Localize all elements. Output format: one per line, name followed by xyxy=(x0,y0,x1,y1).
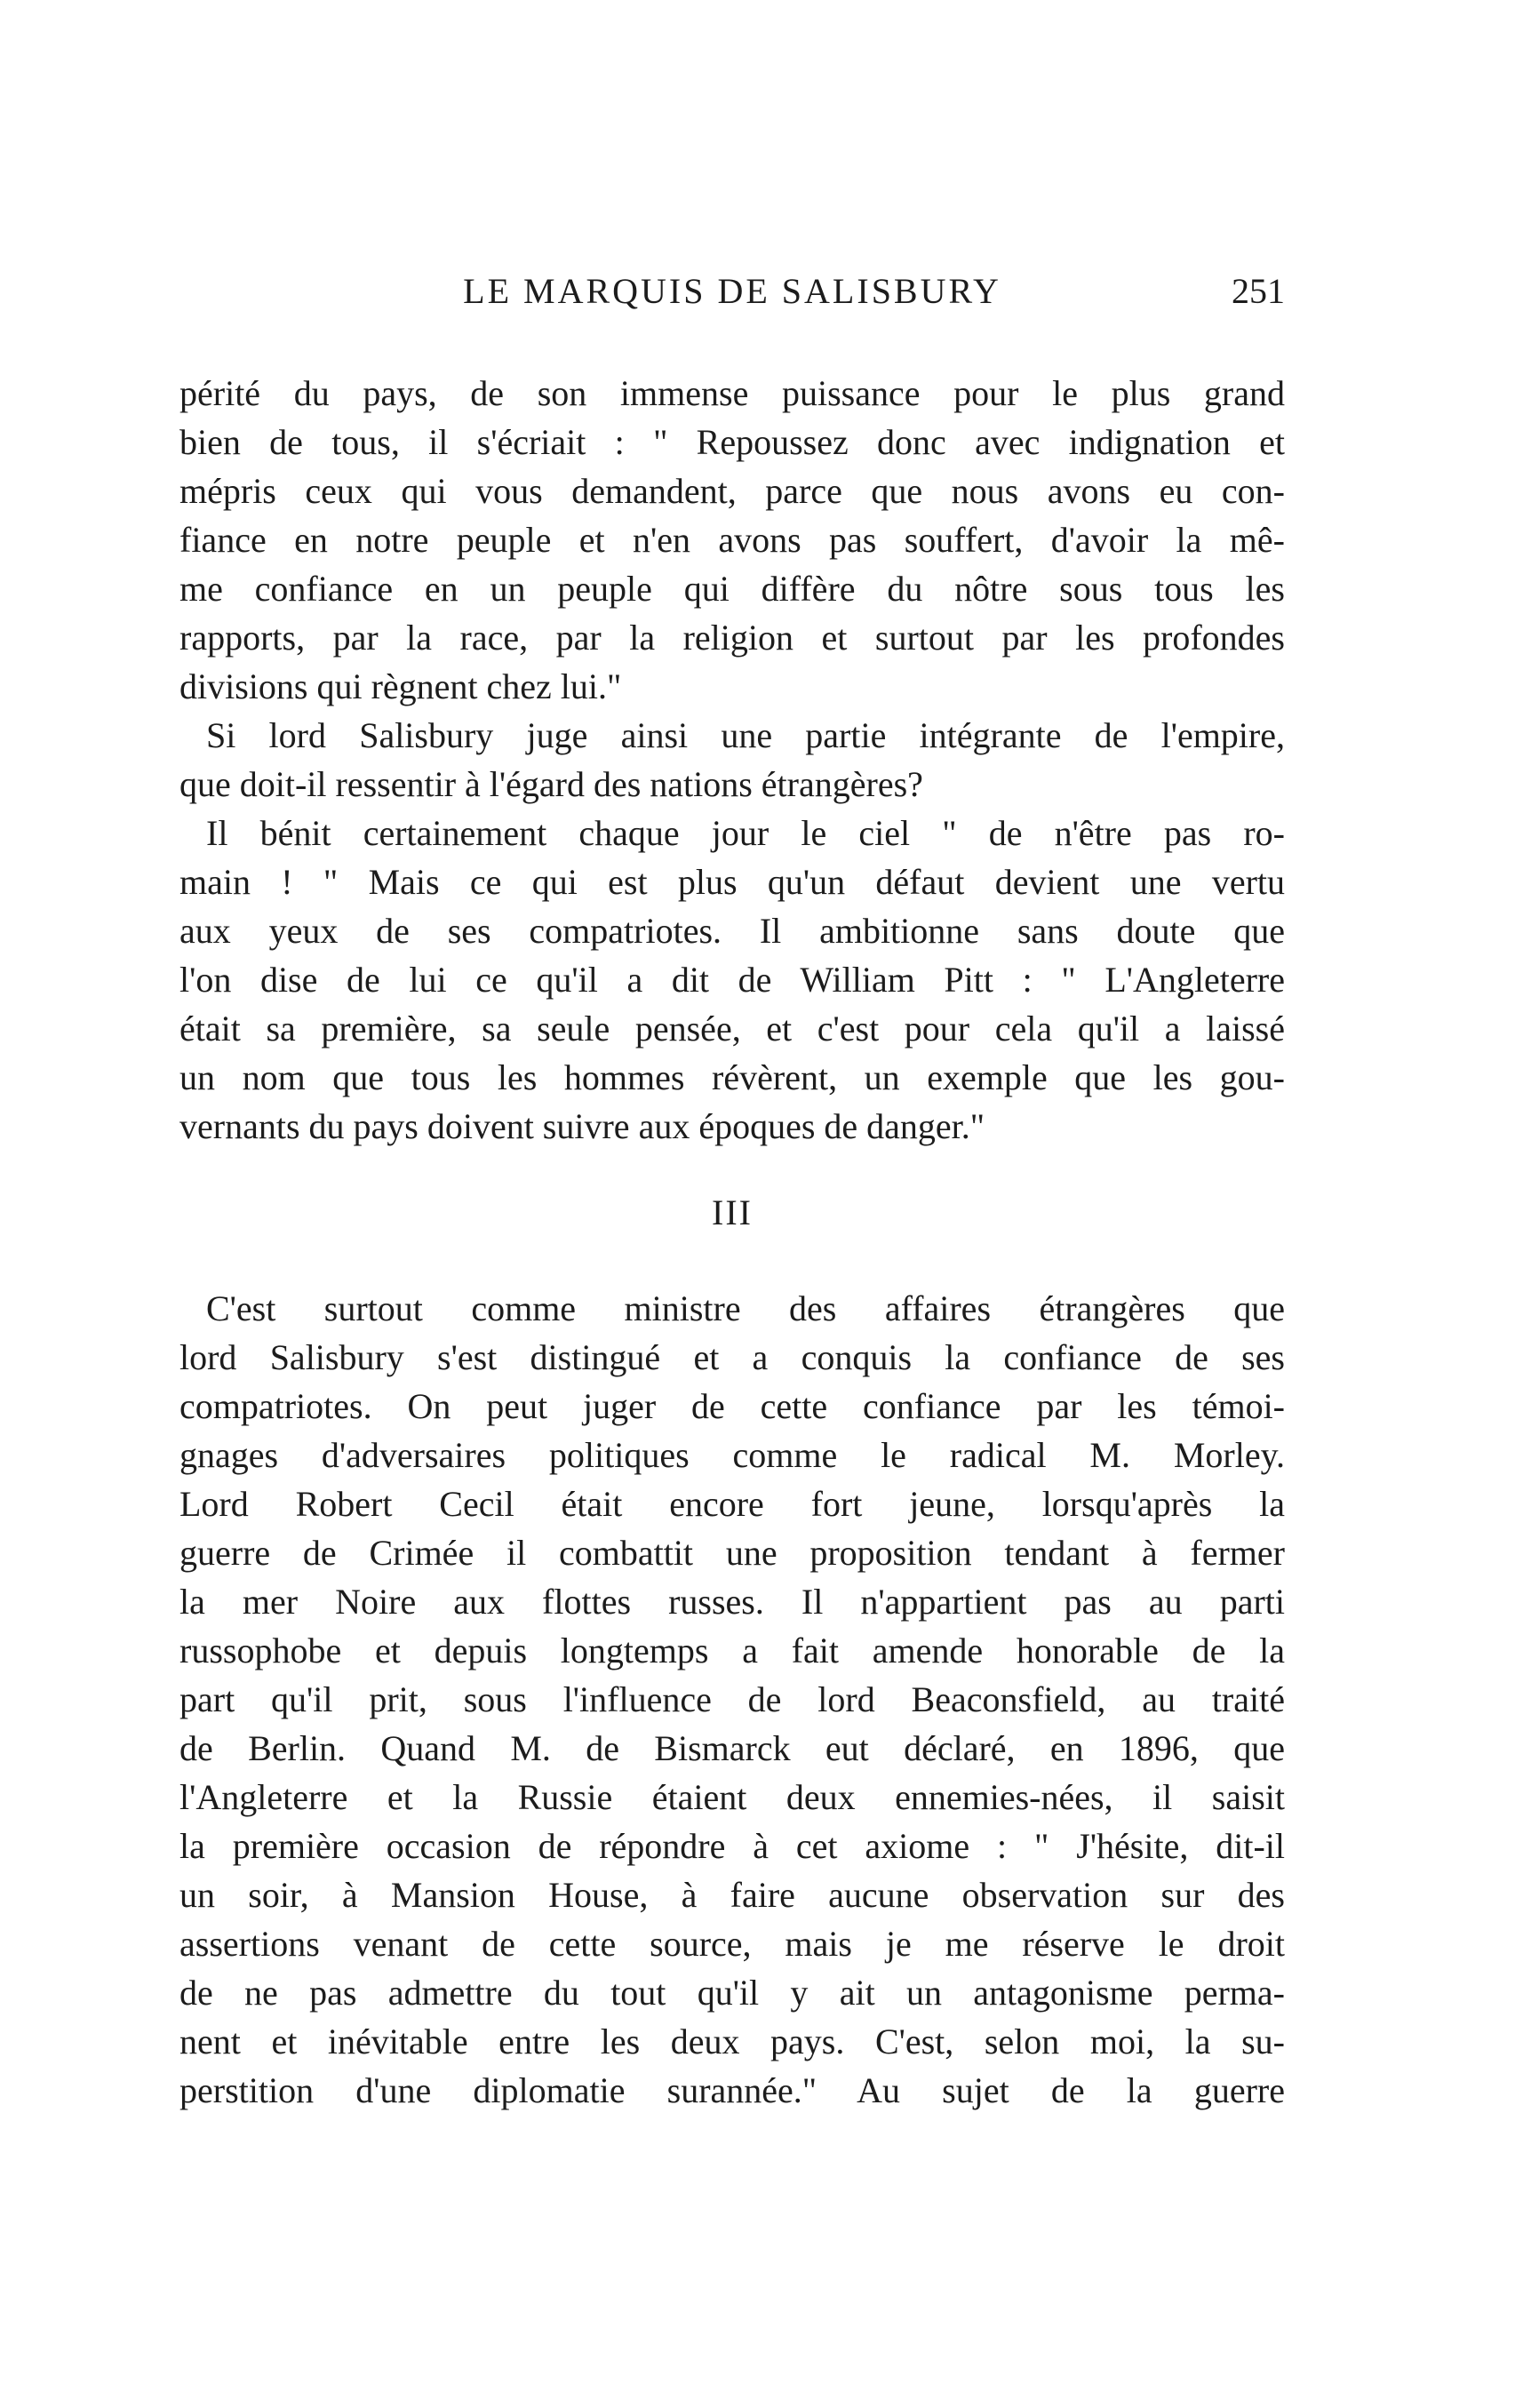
text-line: l'Angleterre et la Russie étaient deux ennemies-nées, il saisit xyxy=(179,1777,1285,1817)
text-line: gnages d'adversaires politiques comme le radical M. Morley. xyxy=(179,1435,1285,1475)
text-line: bien de tous, il s'écriait : " Repoussez donc avec indignation et xyxy=(179,422,1285,462)
text-line: Il bénit certainement chaque jour le ciel " de n'être pas ro- xyxy=(206,813,1285,853)
text-line: assertions venant de cette source, mais je me réserve le droit xyxy=(179,1924,1285,1964)
text-line: perstition d'une diplomatie surannée." Au sujet de la guerre xyxy=(179,2070,1285,2110)
text-line: l'on dise de lui ce qu'il a dit de William Pitt : " L'Angleterre xyxy=(179,960,1285,1000)
text-line: nent et inévitable entre les deux pays. C'est, selon moi, la su- xyxy=(179,2021,1285,2061)
text-line: compatriotes. On peut juger de cette confiance par les témoi- xyxy=(179,1386,1285,1426)
text-line: russophobe et depuis longtemps a fait amende honorable de la xyxy=(179,1631,1285,1670)
text-line: la première occasion de répondre à cet axiome : " J'hésite, dit-il xyxy=(179,1826,1285,1866)
paragraph-2 xyxy=(179,711,1285,809)
text-line: la mer Noire aux flottes russes. Il n'appartient pas au parti xyxy=(179,1582,1285,1622)
text-line: était sa première, sa seule pensée, et c'est pour cela qu'il a laissé xyxy=(179,1009,1285,1049)
paragraph-1 xyxy=(179,369,1285,711)
text-line: que doit-il ressentir à l'égard des nations étrangères? xyxy=(179,764,923,804)
text-line: Lord Robert Cecil était encore fort jeune, lorsqu'après la xyxy=(179,1484,1285,1524)
paragraph-4 xyxy=(179,1284,1285,2115)
text-line: un nom que tous les hommes révèrent, un exemple que les gou- xyxy=(179,1057,1285,1097)
text-line: mépris ceux qui vous demandent, parce que nous avons eu con- xyxy=(179,471,1285,511)
text-line: part qu'il prit, sous l'influence de lord Beaconsfield, au traité xyxy=(179,1679,1285,1719)
text-line: aux yeux de ses compatriotes. Il ambitionne sans doute que xyxy=(179,911,1285,951)
running-head xyxy=(179,265,1285,318)
text-line: périté du pays, de son immense puissance pour le plus grand xyxy=(179,373,1285,413)
paragraph-3 xyxy=(179,809,1285,1151)
text-line: de Berlin. Quand M. de Bismarck eut déclaré, en 1896, que xyxy=(179,1728,1285,1768)
text-line: Si lord Salisbury juge ainsi une partie intégrante de l'empire, xyxy=(206,715,1285,755)
running-title: LE MARQUIS DE SALISBURY xyxy=(463,271,1001,311)
text-line: rapports, par la race, par la religion et surtout par les profondes xyxy=(179,618,1285,658)
text-line: un soir, à Mansion House, à faire aucune observation sur des xyxy=(179,1875,1285,1915)
text-line: de ne pas admettre du tout qu'il y ait un antagonisme perma- xyxy=(179,1973,1285,2013)
text-line: C'est surtout comme ministre des affaires étrangères que xyxy=(206,1288,1285,1328)
page-number: 251 xyxy=(1232,271,1285,311)
text-line: me confiance en un peuple qui diffère du nôtre sous tous les xyxy=(179,569,1285,609)
text-line: main ! " Mais ce qui est plus qu'un défaut devient une vertu xyxy=(179,862,1285,902)
section-heading: III xyxy=(712,1192,753,1232)
body-text xyxy=(179,369,1285,2115)
text-line: guerre de Crimée il combattit une proposition tendant à fermer xyxy=(179,1533,1285,1573)
text-line: divisions qui règnent chez lui." xyxy=(179,666,622,706)
text-line: vernants du pays doivent suivre aux époques de danger." xyxy=(179,1106,985,1146)
text-line: fiance en notre peuple et n'en avons pas souffert, d'avoir la mê- xyxy=(179,520,1285,560)
text-line: lord Salisbury s'est distingué et a conquis la confiance de ses xyxy=(179,1337,1285,1377)
